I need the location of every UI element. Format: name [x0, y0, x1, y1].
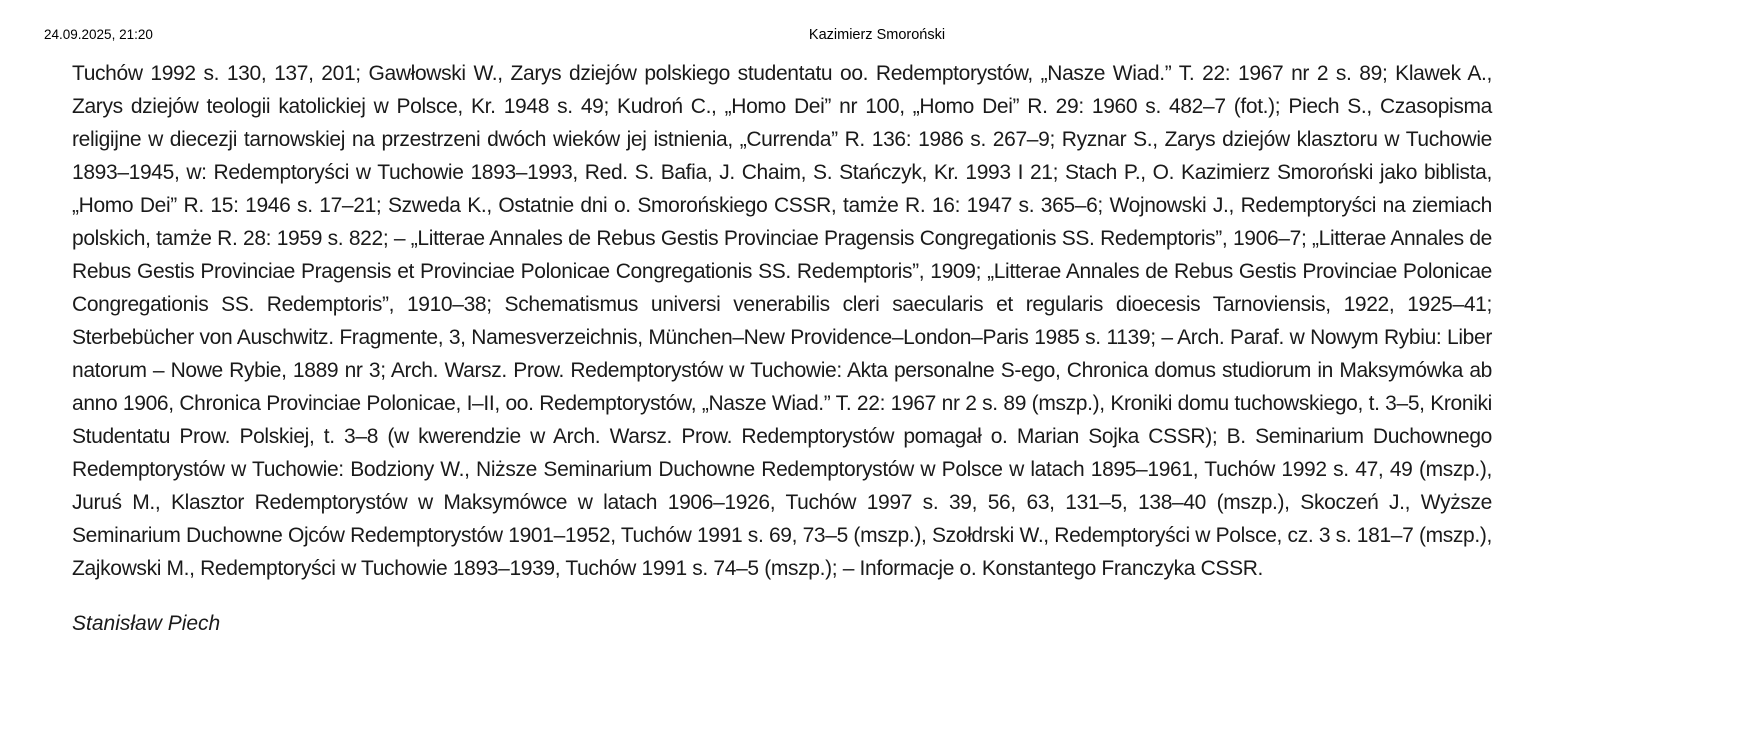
- print-header: [0, 0, 1754, 56]
- bibliography-paragraph: Tuchów 1992 s. 130, 137, 201; Gawłowski W., Zarys dziejów polskiego studentatu oo. Redemptorystów, „Nasze Wiad.” T. 22: 1967 nr 2 s. 89; Klawek A., Zarys dziejów teologii katolickiej w Polsce, Kr. 1948 s. 49; Kudroń C., „Homo Dei” nr 100, „Homo Dei” R. 29: 1960 s. 482–7 (fot.); Piech S., Czasopisma religijne w diecezji tarnowskiej na przestrzeni dwóch wieków jej istnienia, „Currenda” R. 136: 1986 s. 267–9; Ryznar S., Zarys dziejów klasztoru w Tuchowie 1893–1945, w: Redemptoryści w Tuchowie 1893–1993, Red. S. Bafia, J. Chaim, S. Stańczyk, Kr. 1993 I 21; Stach P., O. Kazimierz Smoroński jako biblista, „Homo Dei” R. 15: 1946 s. 17–21; Szweda K., Ostatnie dni o. Smorońskiego CSSR, tamże R. 16: 1947 s. 365–6; Wojnowski J., Redemptoryści na ziemiach polskich, tamże R. 28: 1959 s. 822; – „Litterae Annales de Rebus Gestis Provinciae Pragensis Congregationis SS. Redemptoris”, 1906–7; „Litterae Annales de Rebus Gestis Provinciae Pragensis et Provinciae Polonicae Congregationis SS. Redemptoris”, 1909; „Litterae Annales de Rebus Gestis Provinciae Polonicae Congregationis SS. Redemptoris”, 1910–38; Schematismus universi venerabilis cleri saecularis et regularis dioecesis Tarnoviensis, 1922, 1925–41; Sterbebücher von Auschwitz. Fragmente, 3, Namesverzeichnis, München–New Providence–London–Paris 1985 s. 1139; – Arch. Paraf. w Nowym Rybiu: Liber natorum – Nowe Rybie, 1889 nr 3; Arch. Warsz. Prow. Redemptorystów w Tuchowie: Akta personalne S-ego, Chronica domus studiorum in Maksymówka ab anno 1906, Chronica Provinciae Polonicae, I–II, oo. Redemptorystów, „Nasze Wiad.” T. 22: 1967 nr 2 s. 89 (mszp.), Kroniki domu tuchowskiego, t. 3–5, Kroniki Studentatu Prow. Polskiej, t. 3–8 (w kwerendzie w Arch. Warsz. Prow. Redemptorystów pomagał o. Marian Sojka CSSR); B. Seminarium Duchownego Redemptorystów w Tuchowie: Bodziony W., Niższe Seminarium Duchowne Redemptorystów w Polsce w latach 1895–1961, Tuchów 1992 s. 47, 49 (mszp.), Juruś M., Klasztor Redemptorystów w Maksymówce w latach 1906–1926, Tuchów 1997 s. 39, 56, 63, 131–5, 138–40 (mszp.), Skoczeń J., Wyższe Seminarium Duchowne Ojców Redemptorystów 1901–1952, Tuchów 1991 s. 69, 73–5 (mszp.), Szołdrski W., Redemptoryści w Polsce, cz. 3 s. 181–7 (mszp.), Zajkowski M., Redemptoryści w Tuchowie 1893–1939, Tuchów 1991 s. 74–5 (mszp.); – Informacje o. Konstantego Franczyka CSSR.: [72, 62, 1492, 580]
- author-signature: Stanisław Piech: [72, 612, 221, 635]
- print-datetime: 24.09.2025, 21:20: [44, 27, 153, 42]
- document-body: [72, 57, 1492, 640]
- page-title: Kazimierz Smoroński: [808, 27, 946, 43]
